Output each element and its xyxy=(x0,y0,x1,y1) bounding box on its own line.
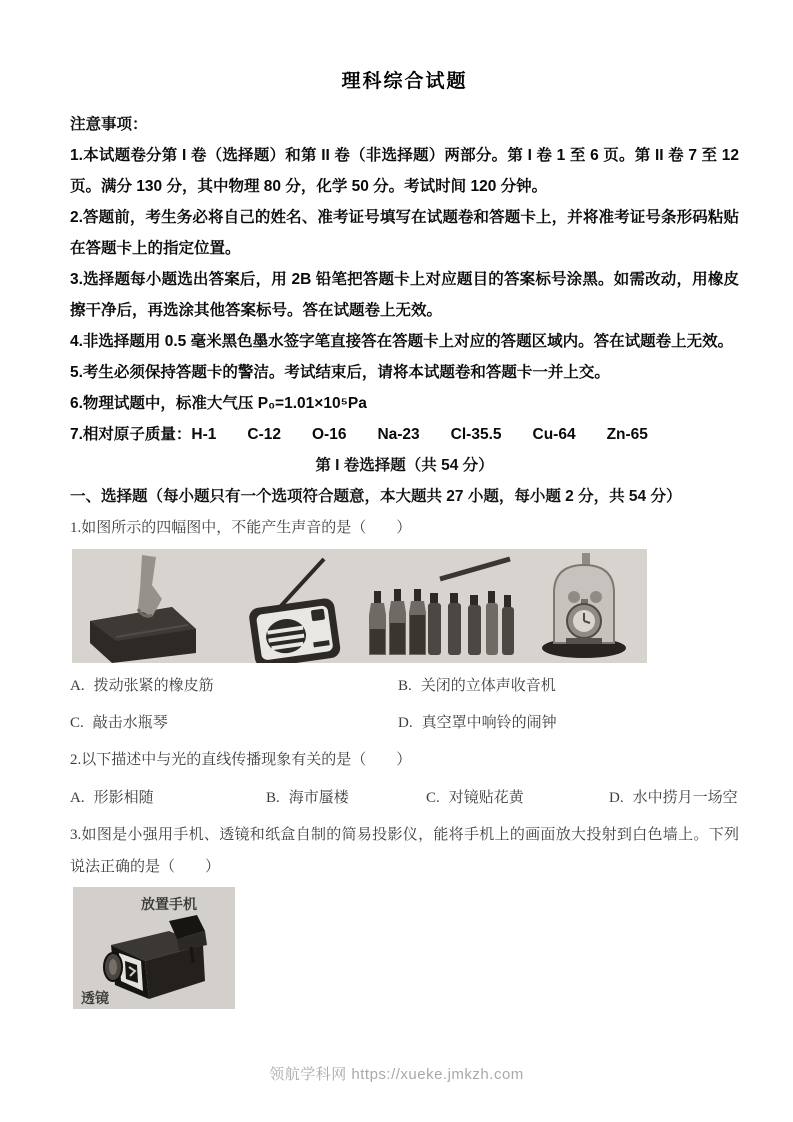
q1-option-c-text: 敲击水瓶琴 xyxy=(92,715,168,731)
question-1-text: 1.如图所示的四幅图中，不能产生声音的是（ ） xyxy=(70,520,412,536)
notice-item-5: 5.考生必须保持答题卡的警洁。考试结束后，请将本试题卷和答题卡一并上交。 xyxy=(70,364,610,381)
bell-jar-figure xyxy=(522,549,647,663)
section-1-subheading: 一、选择题（每小题只有一个选项符合题意，本大题共 27 小题，每小题 2 分，共 54 分） xyxy=(70,488,682,505)
label-lens: 透镜 xyxy=(81,990,109,1006)
notice-item-4: 4.非选择题用 0.5 毫米黑色墨水签字笔直接答在答题卡上对应的答题区域内。答在试题卷上无效。 xyxy=(70,333,734,350)
q2-option-d xyxy=(609,783,738,813)
q2-option-c xyxy=(426,783,609,813)
question-1-options-row-1 xyxy=(70,671,739,701)
q2-option-a-text: 形影相随 xyxy=(93,790,154,806)
notice-item-3: 3.选择题每小题选出答案后，用 2B 铅笔把答题卡上对应题目的答案标号涂黑。如需改动，用橡皮擦干净后，再选涂其他答案标号。答在试题卷上无效。 xyxy=(70,271,739,319)
page-title: 理科综合试题 xyxy=(341,71,468,92)
notice-item-7: 7.相对原子质量：H-1 C-12 O-16 Na-23 Cl-35.5 Cu-64 Zn-65 xyxy=(70,426,648,443)
rubber-band-figure xyxy=(72,549,232,663)
notice-item-6: 6.物理试题中，标准大气压 P₀=1.01×10⁵Pa xyxy=(70,395,367,412)
question-1-options-row-2 xyxy=(70,708,739,738)
q2-option-b-label: B. xyxy=(266,790,280,806)
question-3-figure xyxy=(73,887,235,1009)
q2-option-c-label: C. xyxy=(426,790,440,806)
q2-option-a xyxy=(70,783,266,813)
label-place-phone: 放置手机 xyxy=(141,896,197,912)
q2-option-b xyxy=(266,783,426,813)
radio-figure xyxy=(232,549,362,663)
bottle-xylophone-figure xyxy=(362,549,522,663)
section-1-heading: 第 I 卷选择题（共 54 分） xyxy=(315,457,494,474)
q1-option-c-label: C. xyxy=(70,715,84,731)
q1-option-d xyxy=(398,708,557,738)
question-1-figure-strip xyxy=(72,549,647,663)
q2-option-d-label: D. xyxy=(609,790,624,806)
question-3-text: 3.如图是小强用手机、透镜和纸盒自制的简易投影仪，能将手机上的画面放大投射到白色墙上。下列说法正确的是（ ） xyxy=(70,827,739,875)
notice-item-1: 1.本试题卷分第 I 卷（选择题）和第 II 卷（非选择题）两部分。第 I 卷 1 至 6 页。第 II 卷 7 至 12 页。满分 130 分，其中物理 80 分，化学 50 分。考试时间 120 分钟。 xyxy=(70,147,744,195)
watermark-footer: 领航学科网 https://xueke.jmkzh.com xyxy=(269,1066,524,1083)
diy-projector-figure xyxy=(73,887,235,1009)
q1-option-a-text: 拨动张紧的橡皮筋 xyxy=(93,678,214,694)
q1-option-d-text: 真空罩中响铃的闹钟 xyxy=(421,715,557,731)
q2-option-c-text: 对镜贴花黄 xyxy=(448,790,524,806)
q2-option-d-text: 水中捞月一场空 xyxy=(632,790,738,806)
q1-option-b-label: B. xyxy=(398,678,412,694)
question-2-options-row xyxy=(70,783,739,813)
notice-heading: 注意事项： xyxy=(70,116,148,133)
q1-option-a-label: A. xyxy=(70,678,85,694)
q1-option-b xyxy=(398,671,556,701)
q2-option-a-label: A. xyxy=(70,790,85,806)
q1-option-b-text: 关闭的立体声收音机 xyxy=(420,678,556,694)
notice-item-2: 2.答题前，考生务必将自己的姓名、准考证号填写在试题卷和答题卡上，并将准考证号条形码粘贴在答题卡上的指定位置。 xyxy=(70,209,739,257)
q2-option-b-text: 海市蜃楼 xyxy=(288,790,349,806)
q1-option-a xyxy=(70,671,398,701)
q1-option-d-label: D. xyxy=(398,715,413,731)
question-2-text: 2.以下描述中与光的直线传播现象有关的是（ ） xyxy=(70,752,412,768)
q1-option-c xyxy=(70,708,398,738)
